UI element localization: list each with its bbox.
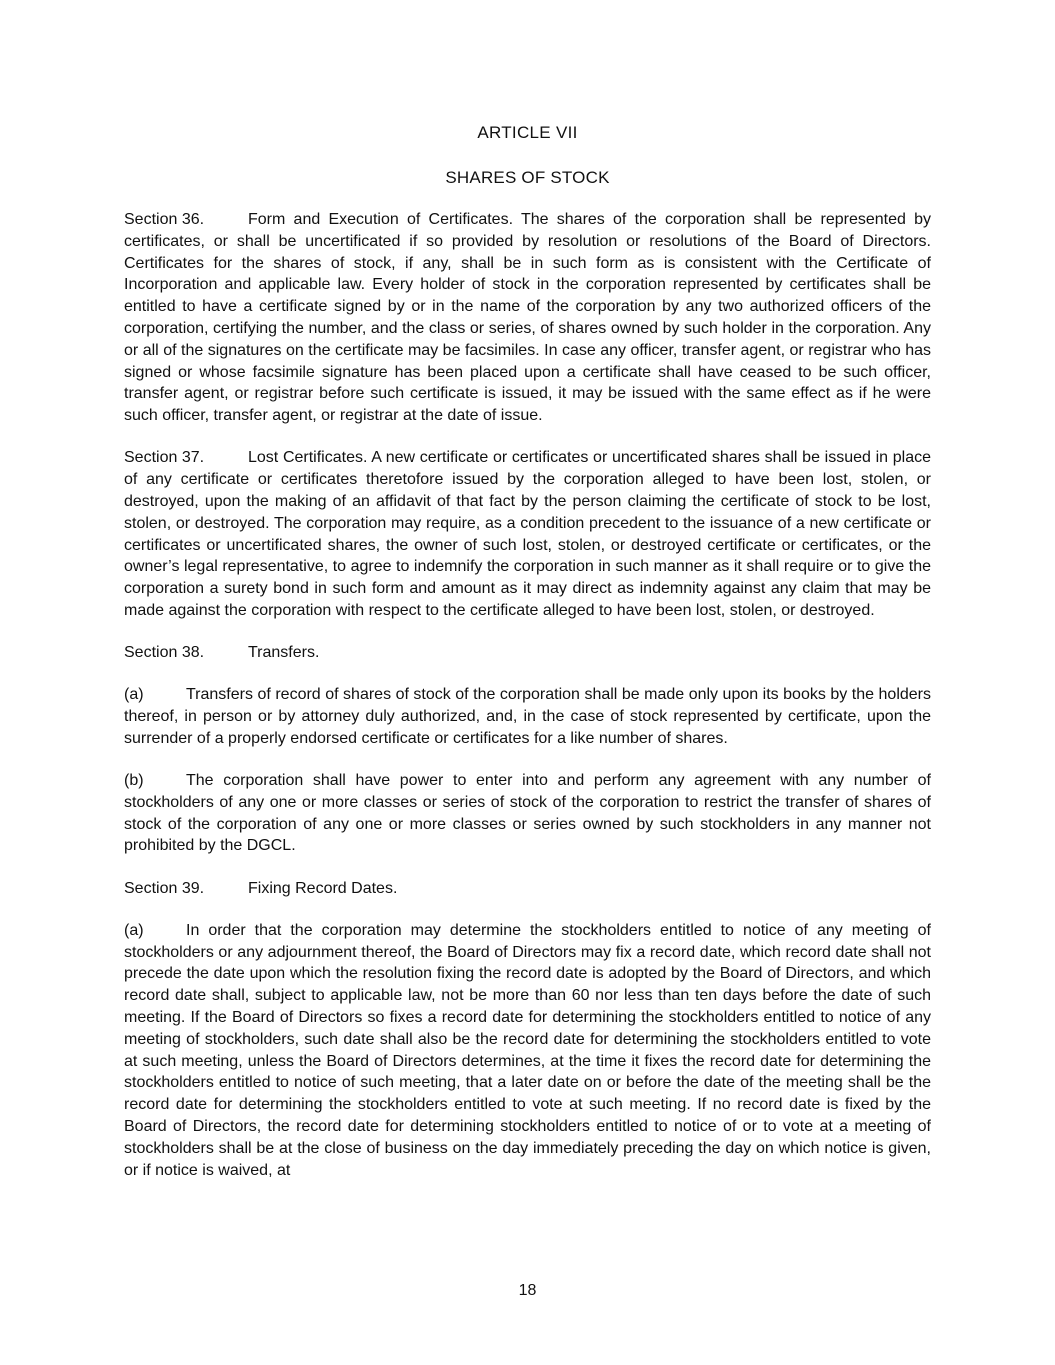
section-37 [124,447,931,621]
section-39-paragraph-a [124,920,931,1182]
section-36 [124,209,931,427]
section-body: A new certificate or certificates or uncertificated shares shall be issued in place of any certificate or certificates theretofore issued by the corporation alleged to have been lost, stolen, or destroyed, upon the making of an affidavit of that fact by the person claiming the certificate of stock to be lost, stolen, or destroyed. The corporation may require, as a condition precedent to the issuance of a new certificate or certificates or uncertificated shares, the owner of such lost, stolen, or destroyed certificate or certificates, or the owner’s legal representative, to agree to indemnify the corporation in such manner as it shall require or to give the corporation a surety bond in such form and amount as it may direct as indemnity against any claim that may be made against the corporation with respect to the certificate alleged to have been lost, stolen, or destroyed. [124,449,932,619]
section-number: Section 39. [124,879,205,897]
section-number: Section 37. [124,449,205,467]
paragraph-text: The corporation shall have power to enter into and perform any agreement with any number of stockholders of any one or more classes or series of stock of the corporation to restrict the transfer of shares of stock of the corporation of any one or more classes or series owned by such stockholders in any manner not prohibited by the DGCL. [124,772,931,855]
section-title: Lost Certificates. [248,449,368,467]
paragraph-label: (a) [124,686,144,704]
document-body [124,209,931,1202]
section-body: The shares of the corporation shall be represented by certificates, or shall be uncertificated if so provided by resolution or resolutions of the Board of Directors. Certificates for the shares of stock, if any, shall be in such form as is consistent with the Certificate of Incorporation and applicable law. Every holder of stock in the corporation represented by certificates shall be entitled to have a certificate signed by or in the name of the corporation by any two authorized officers of the corporation, certifying the number, and the class or series, of shares owned by such holder in the corporation. Any or all of the signatures on the certificate may be facsimiles. In case any officer, transfer agent, or registrar who has signed or whose facsimile signature has been placed upon a certificate shall have ceased to be such officer, transfer agent, or registrar before such certificate is issued, it may be issued with the same effect as if he were such officer, transfer agent, or registrar at the date of issue. [124,211,932,425]
section-38-paragraph-b [124,770,931,857]
paragraph-label: (a) [124,921,144,939]
section-38-heading [124,642,931,664]
section-title: Form and Execution of Certificates. [248,211,514,228]
section-38-paragraph-a [124,684,931,749]
document-page [124,0,931,1365]
article-heading: ARTICLE VII [477,123,578,142]
section-39-heading [124,878,931,900]
paragraph-text: Transfers of record of shares of stock of the corporation shall be made only upon its books by the holders thereof, in person or by attorney duly authorized, and, in the case of stock represented by certificate, upon the surrender of a properly endorsed certificate or certificates for a like number of shares. [124,686,931,747]
paragraph-label: (b) [124,772,144,790]
article-subheading: SHARES OF STOCK [445,168,610,187]
section-title: Fixing Record Dates. [248,879,398,897]
section-number: Section 36. [124,211,205,228]
page-number: 18 [518,1282,537,1299]
paragraph-text: In order that the corporation may determine the stockholders entitled to notice of any meeting of stockholders or any adjournment thereof, the Board of Directors may fix a record date, which record date shall not precede the date upon which the resolution fixing the record date is adopted by the Board of Directors, and which record date shall, subject to applicable law, not be more than 60 nor less than ten days before the date of such meeting. If the Board of Directors so fixes a record date for determining the stockholders entitled to notice of any meeting of stockholders, such date shall also be the record date for determining the stockholders entitled to vote at such meeting, unless the Board of Directors determines, at the time it fixes the record date for determining the stockholders entitled to notice of such meeting, that a later date on or before the date of the meeting shall be the record date for determining the stockholders entitled to vote at such meeting. If no record date is fixed by the Board of Directors, the record date for determining stockholders entitled to notice of or to vote at a meeting of stockholders shall be at the close of business on the day immediately preceding the day on which notice is given, or if notice is waived, at [124,921,931,1179]
section-number: Section 38. [124,644,205,662]
section-title: Transfers. [248,644,320,662]
